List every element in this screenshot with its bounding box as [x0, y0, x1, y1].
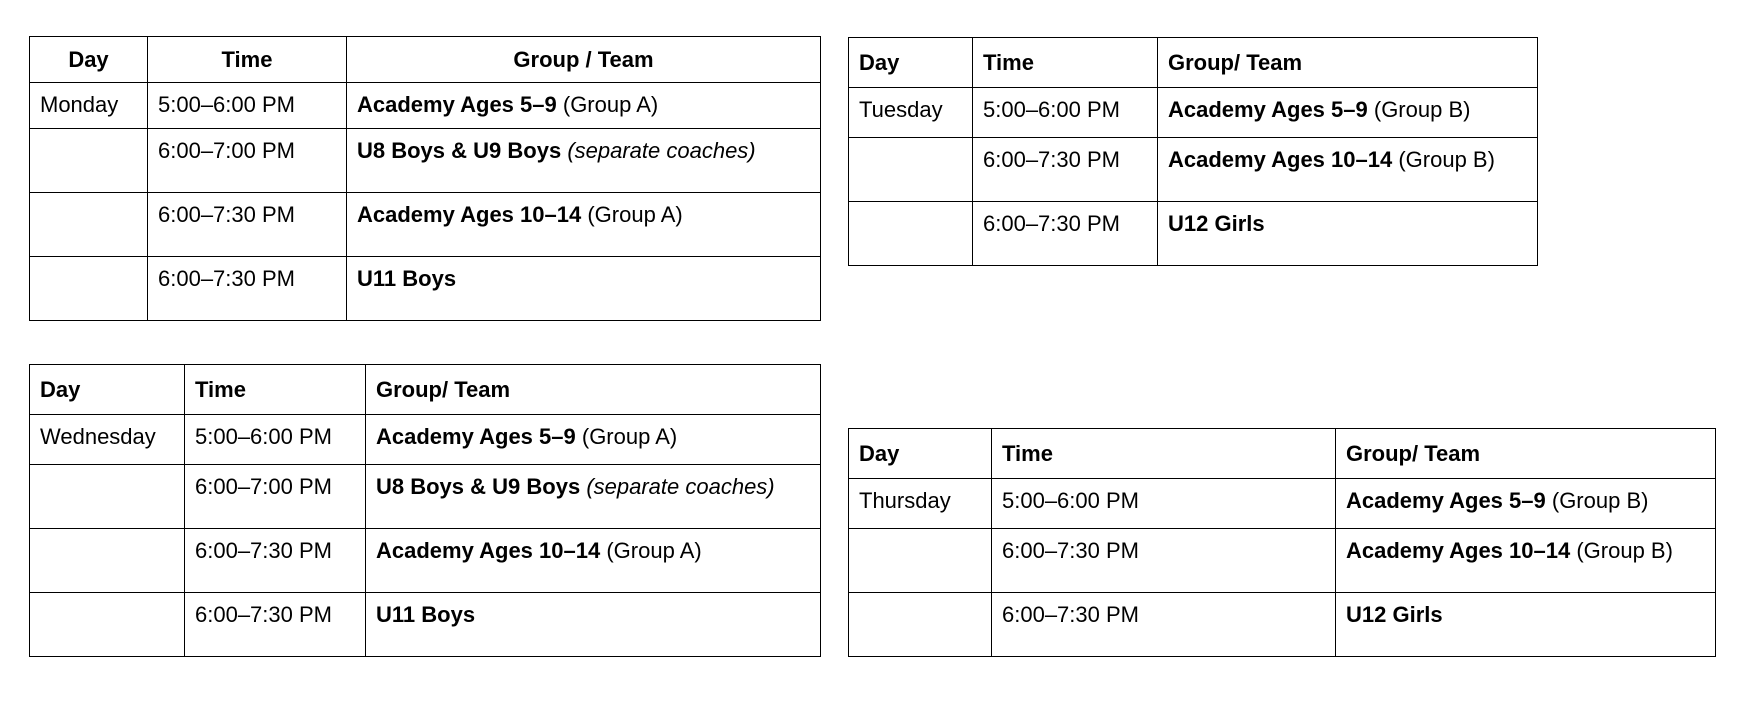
time-cell: 5:00–6:00 PM: [185, 415, 366, 465]
group-note: (Group B): [1570, 538, 1673, 563]
day-cell: [30, 529, 185, 593]
day-cell: [30, 465, 185, 529]
time-header: Time: [973, 38, 1158, 88]
thursday-schedule-table: [848, 428, 1716, 657]
time-cell: 6:00–7:30 PM: [185, 529, 366, 593]
time-cell: 6:00–7:30 PM: [148, 257, 347, 321]
table-row: [849, 529, 1716, 593]
group-remark: (separate coaches): [586, 474, 775, 499]
group-cell: [347, 193, 821, 257]
day-cell: [849, 138, 973, 202]
time-cell: 6:00–7:30 PM: [185, 593, 366, 657]
group-note: (Group A): [581, 202, 683, 227]
group-cell: [1158, 202, 1538, 266]
time-header: Time: [185, 365, 366, 415]
group-cell: [366, 465, 821, 529]
table-row: [849, 593, 1716, 657]
time-cell: 6:00–7:30 PM: [973, 138, 1158, 202]
time-cell: 5:00–6:00 PM: [973, 88, 1158, 138]
group-note: (Group B): [1367, 97, 1471, 122]
group-name: U11 Boys: [357, 266, 457, 291]
time-cell: 6:00–7:30 PM: [973, 202, 1158, 266]
table-row: [849, 479, 1716, 529]
group-name: U11 Boys: [376, 602, 476, 627]
group-note: (Group A): [575, 424, 678, 449]
group-header: Group/ Team: [1158, 38, 1538, 88]
group-cell: [1336, 529, 1716, 593]
table-row: [30, 529, 821, 593]
day-cell: Tuesday: [849, 88, 973, 138]
group-name: U12 Girls: [1346, 602, 1443, 627]
time-cell: 6:00–7:30 PM: [992, 593, 1336, 657]
wednesday-schedule-table: [29, 364, 821, 657]
group-note: (Group A): [556, 92, 659, 117]
group-header: Group/ Team: [366, 365, 821, 415]
table-row: [30, 257, 821, 321]
day-header: Day: [30, 365, 185, 415]
table-row: [30, 465, 821, 529]
day-cell: [849, 593, 992, 657]
day-cell: [30, 193, 148, 257]
group-cell: [347, 129, 821, 193]
day-cell: [30, 257, 148, 321]
time-cell: 5:00–6:00 PM: [992, 479, 1336, 529]
group-name: Academy Ages 10–14: [376, 538, 601, 563]
monday-schedule-table: [29, 36, 821, 321]
day-header: Day: [30, 37, 148, 83]
group-cell: [1158, 88, 1538, 138]
table-header-row: [30, 37, 821, 83]
group-cell: [366, 529, 821, 593]
table-row: [30, 83, 821, 129]
time-cell: 6:00–7:00 PM: [148, 129, 347, 193]
group-header: Group/ Team: [1336, 429, 1716, 479]
time-cell: 6:00–7:30 PM: [148, 193, 347, 257]
day-cell: [849, 529, 992, 593]
group-cell: [366, 593, 821, 657]
time-cell: 6:00–7:30 PM: [992, 529, 1336, 593]
table-row: [30, 193, 821, 257]
group-name: U12 Girls: [1168, 211, 1265, 236]
group-remark: (separate coaches): [567, 138, 756, 163]
table-row: [30, 593, 821, 657]
day-cell: Wednesday: [30, 415, 185, 465]
tuesday-schedule-table: [848, 37, 1538, 266]
day-header: Day: [849, 38, 973, 88]
table-row: [30, 415, 821, 465]
group-name: Academy Ages 10–14: [1168, 147, 1393, 172]
group-note: (Group A): [600, 538, 702, 563]
group-cell: [1158, 138, 1538, 202]
group-note: (Group B): [1545, 488, 1649, 513]
day-cell: [849, 202, 973, 266]
group-note: (Group B): [1392, 147, 1495, 172]
group-name: U8 Boys & U9 Boys: [357, 138, 562, 163]
time-header: Time: [992, 429, 1336, 479]
time-cell: 5:00–6:00 PM: [148, 83, 347, 129]
group-header: Group / Team: [347, 37, 821, 83]
group-name: U8 Boys & U9 Boys: [376, 474, 581, 499]
day-cell: Thursday: [849, 479, 992, 529]
group-cell: [1336, 593, 1716, 657]
group-name: Academy Ages 5–9: [1346, 488, 1546, 513]
time-cell: 6:00–7:00 PM: [185, 465, 366, 529]
day-cell: [30, 593, 185, 657]
group-cell: [366, 415, 821, 465]
day-header: Day: [849, 429, 992, 479]
table-row: [849, 202, 1538, 266]
table-row: [849, 88, 1538, 138]
day-cell: Monday: [30, 83, 148, 129]
group-name: Academy Ages 5–9: [376, 424, 576, 449]
group-cell: [1336, 479, 1716, 529]
table-header-row: [30, 365, 821, 415]
group-cell: [347, 257, 821, 321]
day-cell: [30, 129, 148, 193]
group-name: Academy Ages 5–9: [357, 92, 557, 117]
group-cell: [347, 83, 821, 129]
group-name: Academy Ages 10–14: [1346, 538, 1571, 563]
time-header: Time: [148, 37, 347, 83]
group-name: Academy Ages 10–14: [357, 202, 582, 227]
table-header-row: [849, 38, 1538, 88]
group-name: Academy Ages 5–9: [1168, 97, 1368, 122]
table-row: [849, 138, 1538, 202]
table-header-row: [849, 429, 1716, 479]
table-row: [30, 129, 821, 193]
